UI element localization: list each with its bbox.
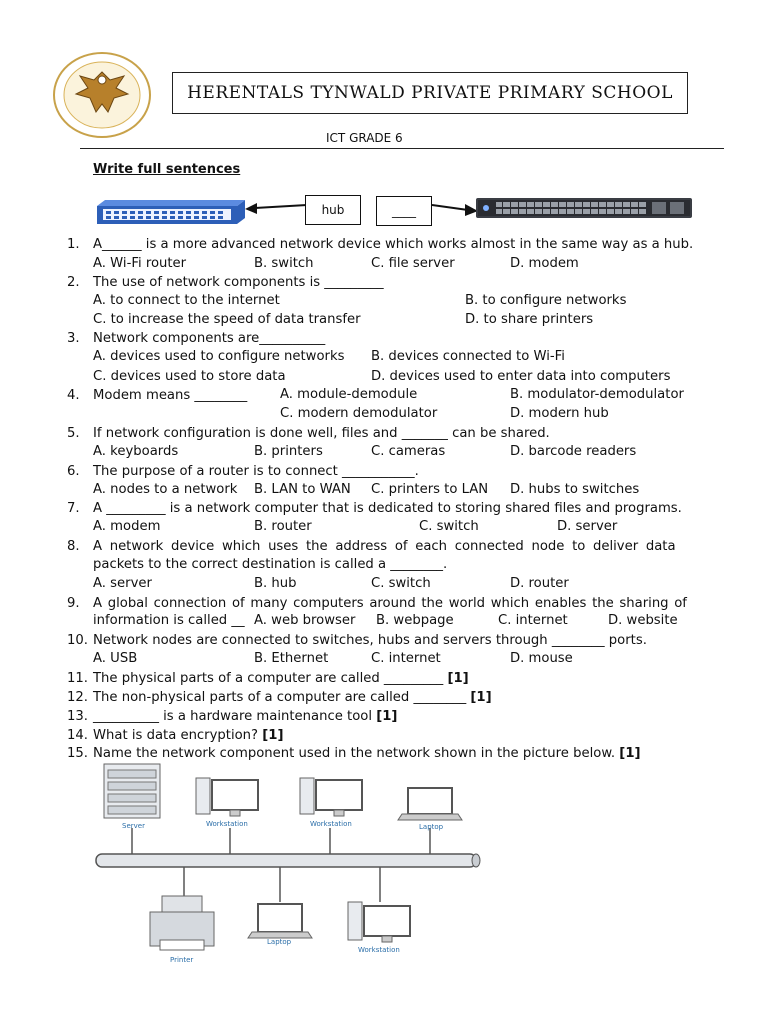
school-logo <box>50 50 154 140</box>
question-number: 14. <box>67 728 88 743</box>
option-b: B. switch <box>254 256 314 271</box>
option-b: B. printers <box>254 444 323 459</box>
question-text: __________ is a hardware maintenance tool <box>93 709 372 724</box>
option-a: A. to connect to the internet <box>93 293 280 308</box>
question-6 <box>0 463 768 483</box>
question-number: 13. <box>67 709 88 724</box>
network-bus <box>96 854 476 867</box>
question-number: 6. <box>67 464 80 479</box>
question-number: 3. <box>67 331 80 346</box>
option-a: A. devices used to configure networks <box>93 349 345 364</box>
diagram-label-server: Server <box>122 822 145 830</box>
hub-device-image <box>97 198 247 226</box>
question-text: A _________ is a network computer that is dedicated to storing shared files and programs. <box>93 501 682 516</box>
school-title: HERENTALS TYNWALD PRIVATE PRIMARY SCHOOL <box>172 72 688 114</box>
option-d: D. router <box>510 576 569 591</box>
question-text-cont: packets to the correct destination is called a ________. <box>93 557 448 572</box>
option-a: A. module-demodule <box>280 387 418 402</box>
switch-device-image <box>476 196 692 220</box>
option-c: C. cameras <box>371 444 446 459</box>
question-number: 9. <box>67 596 80 611</box>
option-d: D. modern hub <box>510 406 609 421</box>
question-text: Modem means ________ <box>93 388 248 403</box>
option-a: A. keyboards <box>93 444 179 459</box>
option-c: C. switch <box>419 519 479 534</box>
server-icon <box>104 764 160 818</box>
question-number: 5. <box>67 426 80 441</box>
option-c: C. to increase the speed of data transfer <box>93 312 361 327</box>
question-13 <box>0 708 768 728</box>
option-b: B. to configure networks <box>465 293 627 308</box>
printer-icon <box>150 896 214 950</box>
option-d: D. devices used to enter data into computers <box>371 369 671 384</box>
question-text: The use of network components is _________ <box>93 275 384 290</box>
option-d: D. modem <box>510 256 579 271</box>
option-b: B. devices connected to Wi-Fi <box>371 349 565 364</box>
question-number: 10. <box>67 633 88 648</box>
question-text: Name the network component used in the network shown in the picture below. <box>93 746 616 761</box>
diagram-label-workstation: Workstation <box>206 820 248 828</box>
question-9 <box>0 595 768 615</box>
question-text: A network device which uses the address of each connected node to deliver data <box>93 539 676 554</box>
option-c: C. printers to LAN <box>371 482 489 497</box>
header-divider <box>80 148 724 149</box>
question-text: A global connection of many computers around the world which enables the sharing of <box>93 596 687 611</box>
question-11 <box>0 670 768 690</box>
option-d: D. to share printers <box>465 312 594 327</box>
workstation-icon <box>196 778 258 816</box>
workstation-icon <box>348 902 410 942</box>
question-number: 12. <box>67 690 88 705</box>
network-diagram <box>90 762 490 972</box>
option-c: C. switch <box>371 576 431 591</box>
workstation-icon <box>300 778 362 816</box>
question-mark: [1] <box>619 746 641 761</box>
option-a: A. web browser <box>254 613 356 628</box>
option-a: A. nodes to a network <box>93 482 238 497</box>
question-text: If network configuration is done well, files and _______ can be shared. <box>93 426 550 441</box>
option-a: A. modem <box>93 519 161 534</box>
question-5 <box>0 425 768 445</box>
option-c: C. internet <box>371 651 441 666</box>
question-number: 8. <box>67 539 80 554</box>
option-c: C. devices used to store data <box>93 369 286 384</box>
diagram-label-laptop: Laptop <box>419 823 444 831</box>
question-number: 7. <box>67 501 80 516</box>
question-number: 1. <box>67 237 80 252</box>
question-text: What is data encryption? <box>93 728 259 743</box>
question-number: 4. <box>67 388 80 403</box>
option-c: C. internet <box>498 613 568 628</box>
question-mark: [1] <box>376 709 398 724</box>
option-a: A. server <box>93 576 152 591</box>
question-number: 11. <box>67 671 88 686</box>
option-b: B. webpage <box>376 613 454 628</box>
question-7 <box>0 500 768 520</box>
option-c: C. file server <box>371 256 455 271</box>
instruction: Write full sentences <box>93 162 241 177</box>
question-mark: [1] <box>470 690 492 705</box>
option-d: D. mouse <box>510 651 573 666</box>
option-a: A. USB <box>93 651 138 666</box>
option-a: A. Wi-Fi router <box>93 256 187 271</box>
blank-label-box: ____ <box>376 196 432 226</box>
hub-label-box: hub <box>305 195 361 225</box>
option-b: B. modulator-demodulator <box>510 387 684 402</box>
diagram-label-workstation: Workstation <box>358 946 400 954</box>
question-10 <box>0 632 768 652</box>
question-12 <box>0 689 768 709</box>
question-text: Network components are__________ <box>93 331 326 346</box>
question-text: The purpose of a router is to connect ___________. <box>93 464 419 479</box>
option-d: D. server <box>557 519 618 534</box>
question-text: Network nodes are connected to switches, hubs and servers through ________ ports. <box>93 633 647 648</box>
option-d: D. website <box>608 613 678 628</box>
diagram-label-printer: Printer <box>170 956 194 964</box>
question-2 <box>0 274 768 294</box>
option-b: B. router <box>254 519 312 534</box>
question-text: The physical parts of a computer are called _________ <box>93 671 444 686</box>
arrow-to-switch <box>432 201 478 217</box>
question-text-cont: information is called __ <box>93 613 245 628</box>
option-b: B. hub <box>254 576 297 591</box>
diagram-label-workstation: Workstation <box>310 820 352 828</box>
question-text: A______ is a more advanced network device which works almost in the same way as a hub. <box>93 237 694 252</box>
option-c: C. modern demodulator <box>280 406 438 421</box>
question-mark: [1] <box>262 728 284 743</box>
subject-grade: ICT GRADE 6 <box>326 131 403 145</box>
option-b: B. Ethernet <box>254 651 329 666</box>
question-number: 2. <box>67 275 80 290</box>
laptop-icon <box>248 904 312 938</box>
question-mark: [1] <box>447 671 469 686</box>
option-b: B. LAN to WAN <box>254 482 351 497</box>
diagram-label-laptop: Laptop <box>267 938 292 946</box>
question-number: 15. <box>67 746 88 761</box>
option-d: D. hubs to switches <box>510 482 640 497</box>
arrow-to-hub <box>245 200 307 216</box>
question-text: The non-physical parts of a computer are called ________ <box>93 690 467 705</box>
laptop-icon <box>398 788 462 820</box>
option-d: D. barcode readers <box>510 444 637 459</box>
question-3 <box>0 330 768 350</box>
question-14 <box>0 727 768 747</box>
